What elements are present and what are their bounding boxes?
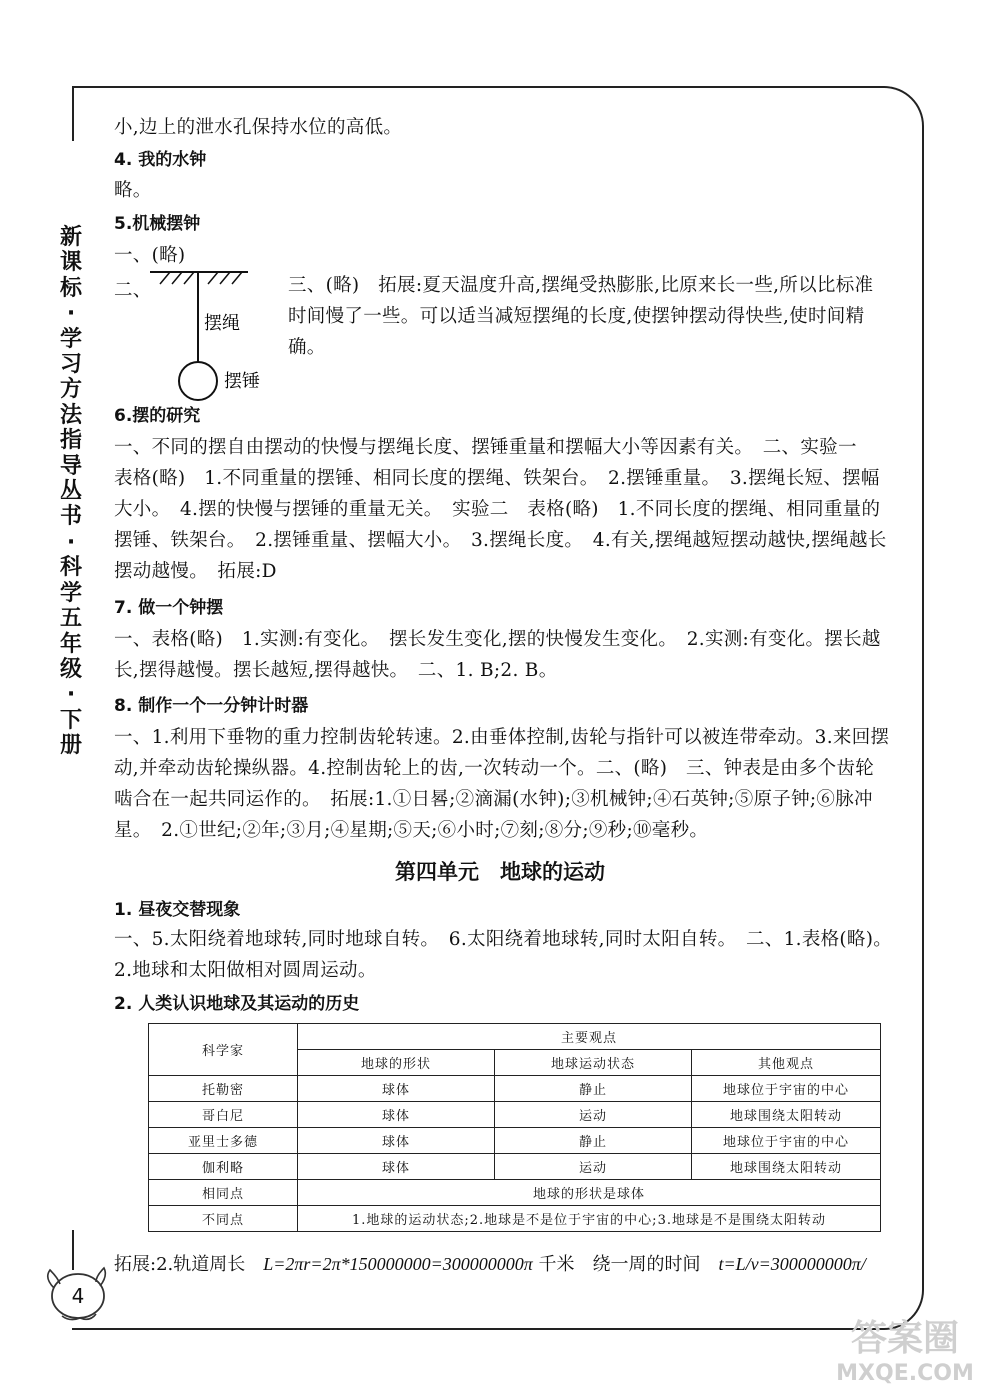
header-shape: 地球的形状 [298,1050,495,1076]
side-title-char: 学 [59,326,82,352]
cell-other: 地球位于宇宙的中心 [692,1128,881,1154]
side-title-char: 方 [59,377,82,403]
cell-motion: 运动 [495,1102,692,1128]
footer-formula-2: t=L/v=300000000π/ [718,1254,866,1274]
cell-shape: 球体 [298,1076,495,1102]
side-title [56,225,86,759]
bob-label: 摆锤 [224,371,260,392]
side-title-char: · [66,682,76,708]
heading-day-night: 1. 昼夜交替现象 [114,900,241,920]
side-title-char: 标 [59,275,82,301]
header-scientist: 科学家 [149,1024,298,1076]
table-row [149,1102,881,1128]
side-title-char: 册 [59,733,82,759]
footer-prefix: 拓展:2.轨道周长 [114,1254,264,1275]
footer-extension [114,1250,866,1276]
watermark-bottom: MXQE.COM [836,1361,974,1386]
side-title-char: 五 [59,606,82,632]
heading-history: 2. 人类认识地球及其运动的历史 [114,994,360,1014]
rope-label: 摆绳 [204,313,240,334]
side-title-char: 年 [59,631,82,657]
side-title-char: 新 [59,225,82,250]
text-pendulum-1: 一、(略) [114,245,186,266]
cell-shape: 球体 [298,1128,495,1154]
cell-other: 地球围绕太阳转动 [692,1102,881,1128]
side-title-char: 法 [59,402,82,428]
side-title-char: 下 [59,707,82,733]
text-make-pendulum: 一、表格(略) 1.实测:有变化。 摆长发生变化,摆的快慢发生变化。 2.实测:有变化。摆长越长,摆得越慢。摆长越短,摆得越快。 二、1. B;2. B。 [114,629,881,681]
table-row [149,1076,881,1102]
text-pendulum-2: 二、 [114,280,152,301]
side-title-char: 学 [59,580,82,606]
cell-diff-label: 不同点 [149,1206,298,1232]
heading-pendulum-clock: 5.机械摆钟 [114,214,201,234]
cell-name: 伽利略 [149,1154,298,1180]
header-main-views: 主要观点 [298,1024,881,1050]
header-motion: 地球运动状态 [495,1050,692,1076]
side-title-char: 书 [59,504,82,530]
cell-same-label: 相同点 [149,1180,298,1206]
cell-diff-value: 1.地球的运动状态;2.地球是不是位于宇宙的中心;3.地球是不是围绕太阳转动 [298,1206,881,1232]
watermark-logo [820,1312,990,1387]
side-title-char: 科 [59,555,82,581]
side-title-char: 课 [59,250,82,276]
cell-same-value: 地球的形状是球体 [298,1180,881,1206]
table-row-same [149,1180,881,1206]
heading-timer: 8. 制作一个一分钟计时器 [114,696,309,716]
cell-other: 地球位于宇宙的中心 [692,1076,881,1102]
side-title-char: 习 [59,352,82,378]
header-other: 其他观点 [692,1050,881,1076]
heading-make-pendulum: 7. 做一个钟摆 [114,598,224,618]
heading-pendulum-study: 6.摆的研究 [114,406,201,426]
text-day-night: 一、5.太阳绕着地球转,同时地球自转。 6.太阳绕着地球转,同时太阳自转。 二、1.表格(略)。 2.地球和太阳做相对圆周运动。 [114,929,902,981]
pendulum-diagram [108,262,288,412]
side-title-char: 级 [59,656,82,682]
cell-motion: 静止 [495,1076,692,1102]
text-pendulum-3: 三、(略) 拓展:夏天温度升高,摆绳受热膨胀,比原来长一些,所以比标准时间慢了一些。可以适当减短摆绳的长度,使摆钟摆动得快些,使时间精确。 [288,275,874,358]
page-number-badge [40,1264,110,1324]
text-pendulum-study: 一、不同的摆自由摆动的快慢与摆绳长度、摆锤重量和摆幅大小等因素有关。 二、实验一 表格(略) 1.不同重量的摆锤、相同长度的摆绳、铁架台。 2.摆锤重量。 3.摆绳长短、摆幅大小。 4.摆的快慢与摆锤的重量无关。 实验二 表格(略) 1.不同长度的摆绳、相同重量的摆锤、铁架台。 2.摆锤重量、摆幅大小。 3.摆绳长度。 4.有关,摆绳越短摆动越快,摆绳越长摆动越慢。 拓展:D [114,437,887,582]
text-timer: 一、1.利用下垂物的重力控制齿轮转速。2.由垂体控制,齿轮与指针可以被连带牵动。3.来回摆动,并牵动齿轮操纵器。4.控制齿轮上的齿,一次转动一个。二、(略) 三、钟表是由多个齿轮啮合在一起共同运作的。 拓展:1.①日晷;②滴漏(水钟);③机械钟;④石英钟;⑤原子钟;⑥脉冲星。 2.①世纪;②年;③月;④星期;⑤天;⑥小时;⑦刻;⑧分;⑨秒;⑩毫秒。 [114,727,890,841]
table-row [149,1154,881,1180]
watermark-top: 答案圈 [850,1318,960,1359]
cell-shape: 球体 [298,1102,495,1128]
heading-water-clock: 4. 我的水钟 [114,150,207,170]
table-row-diff [149,1206,881,1232]
cell-motion: 静止 [495,1128,692,1154]
text-water-clock: 略。 [114,180,152,201]
cell-shape: 球体 [298,1154,495,1180]
cell-name: 亚里士多德 [149,1128,298,1154]
unit-title: 第四单元 地球的运动 [395,860,605,884]
footer-unit: 千米 绕一周的时间 [532,1254,719,1275]
frame-left-top [72,86,74,141]
scientist-table [148,1023,881,1232]
cell-other: 地球围绕太阳转动 [692,1154,881,1180]
side-title-char: · [66,301,76,327]
side-title-char: 指 [59,428,82,454]
text-line-0: 小,边上的泄水孔保持水位的高低。 [114,117,403,138]
cell-motion: 运动 [495,1154,692,1180]
footer-formula-1: L=2πr=2π*150000000=300000000π [263,1254,533,1274]
page-number: 4 [71,1284,85,1308]
cell-name: 托勒密 [149,1076,298,1102]
side-title-char: 导 [59,453,82,479]
cell-name: 哥白尼 [149,1102,298,1128]
side-title-char: · [66,529,76,555]
table-row [149,1128,881,1154]
side-title-char: 丛 [59,479,82,505]
